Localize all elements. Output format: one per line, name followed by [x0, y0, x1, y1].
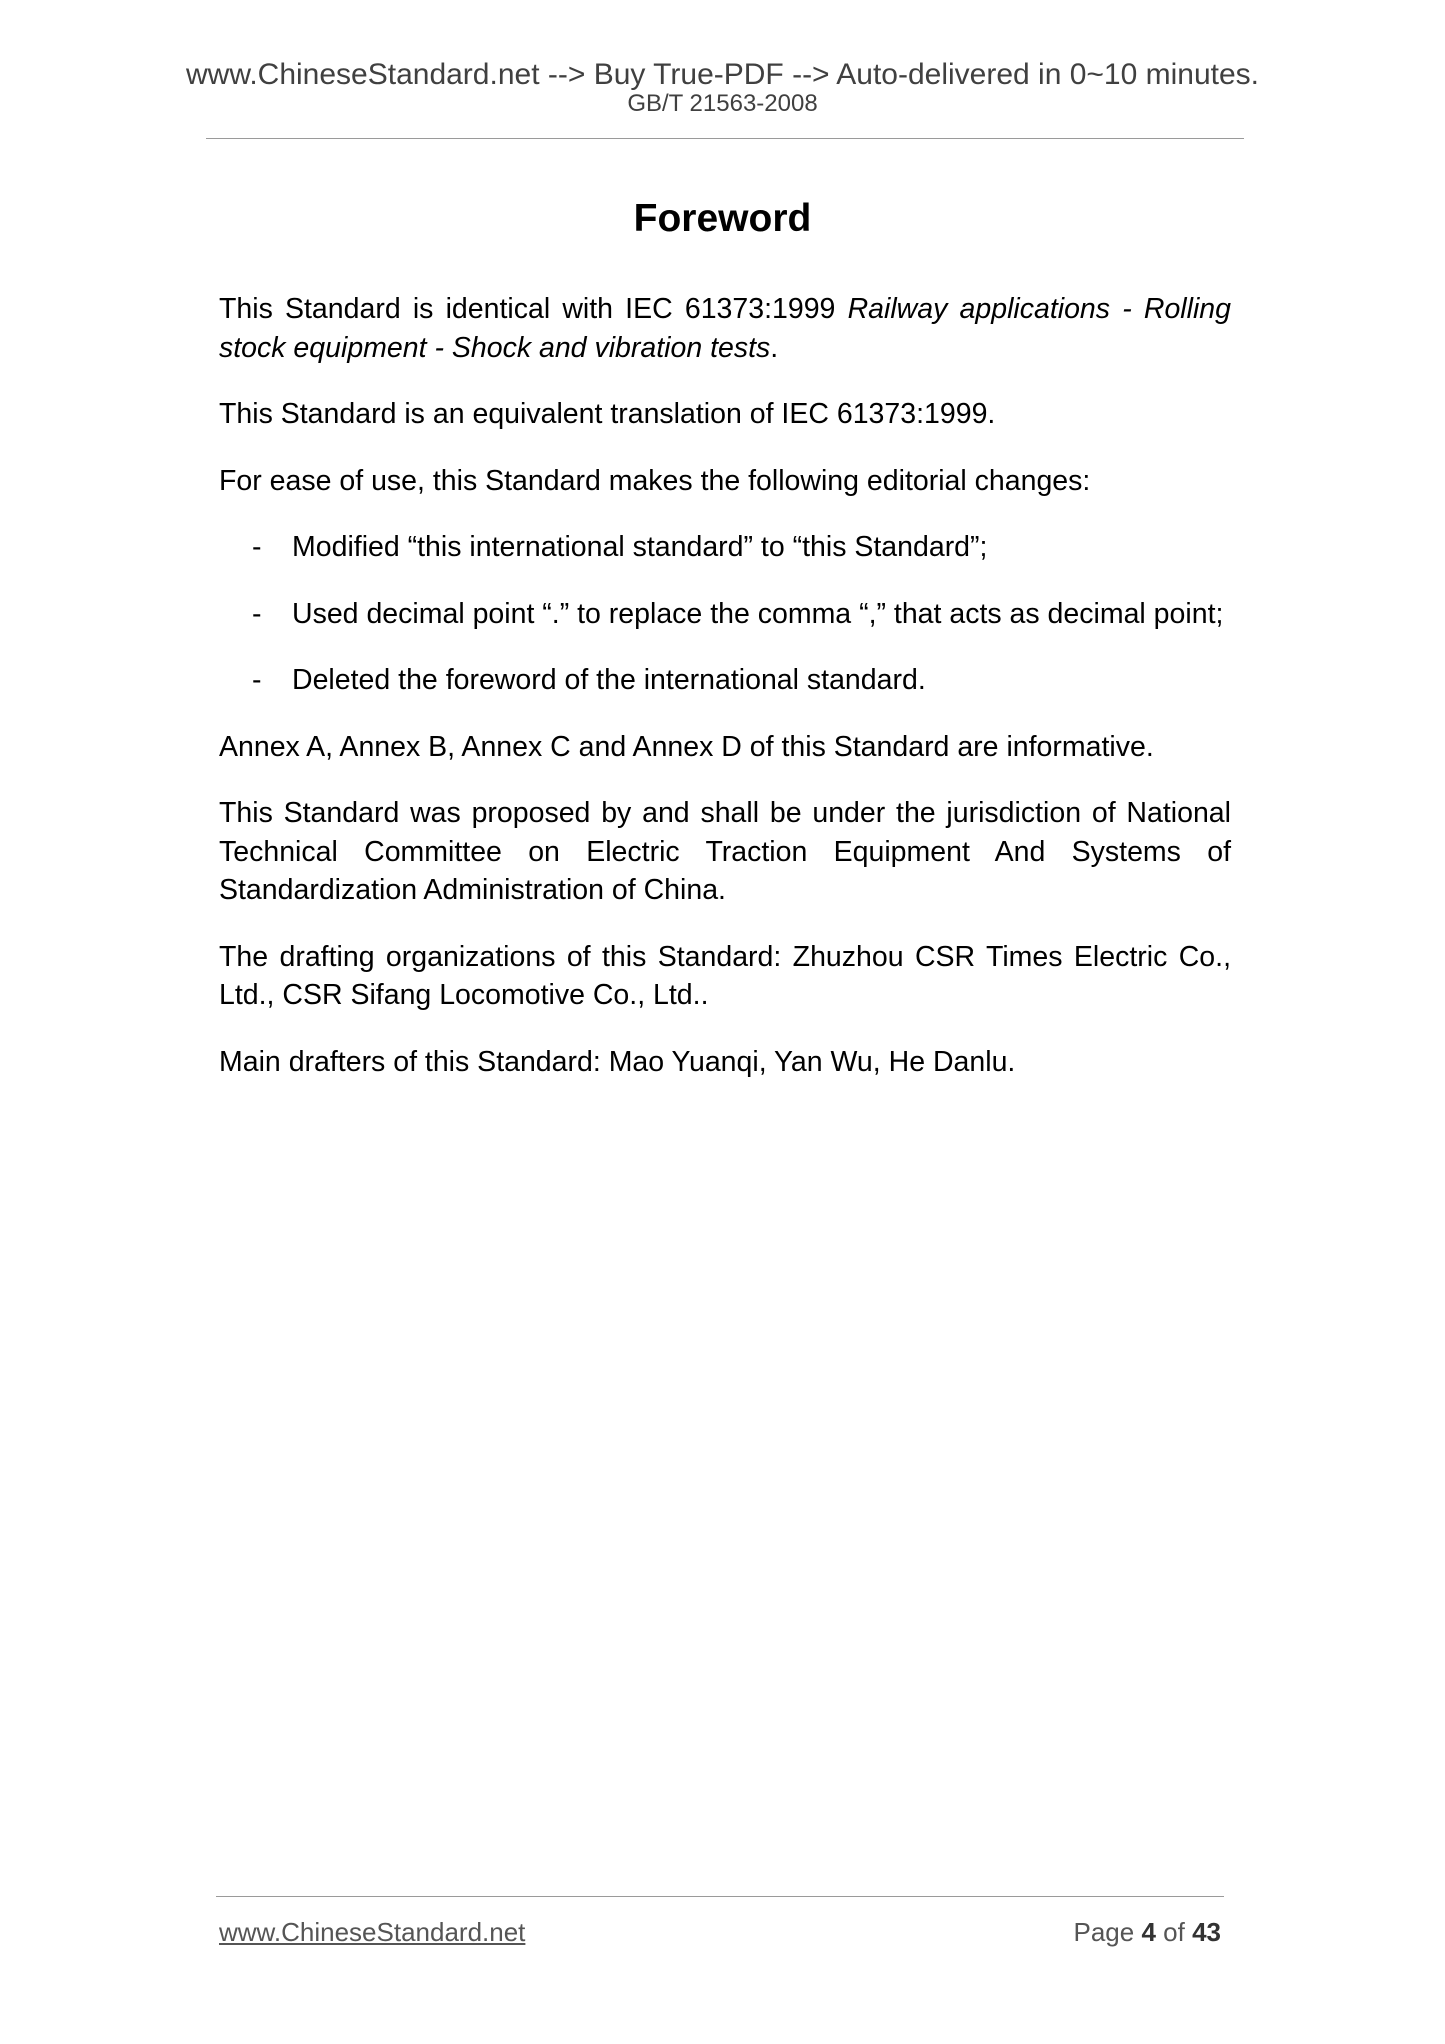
bullet-dash: - [252, 664, 262, 696]
list-item [219, 595, 1231, 634]
paragraph-main-drafters: Main drafters of this Standard: Mao Yuanqi, Yan Wu, He Danlu. [219, 1045, 1016, 1078]
list-item-text: Deleted the foreword of the international standard. [292, 664, 926, 696]
paragraph-text: This Standard is identical with IEC 61373:1999 [219, 293, 848, 325]
page-current: 4 [1141, 1917, 1156, 1947]
bullet-dash: - [252, 597, 262, 630]
header-divider [206, 138, 1244, 139]
document-code: GB/T 21563-2008 [627, 90, 818, 117]
paragraph-identical-standard [219, 290, 1231, 367]
page-total: 43 [1192, 1917, 1221, 1947]
paragraph-equivalent-translation: This Standard is an equivalent translation of IEC 61373:1999. [219, 398, 996, 430]
paragraph-editorial-changes: For ease of use, this Standard makes the following editorial changes: [219, 464, 1091, 497]
header-banner: www.ChineseStandard.net --> Buy True-PDF --> Auto-delivered in 0~10 minutes. [185, 58, 1260, 91]
footer-site-link[interactable]: www.ChineseStandard.net [219, 1917, 526, 1947]
list-item-text: Modified “this international standard” to “this Standard”; [292, 531, 988, 563]
page-title: Foreword [633, 197, 812, 240]
list-item [219, 661, 1231, 700]
paragraph-text-end: . [770, 331, 779, 364]
paragraph-annexes: Annex A, Annex B, Annex C and Annex D of this Standard are informative. [219, 730, 1154, 763]
page-label: Page [1073, 1917, 1135, 1947]
footer-divider [216, 1896, 1224, 1897]
page-of: of [1163, 1917, 1185, 1947]
bullet-dash: - [252, 531, 262, 563]
list-item-text: Used decimal point “.” to replace the comma “,” that acts as decimal point; [292, 597, 1224, 630]
foreword-body [219, 290, 1231, 1109]
paragraph-jurisdiction: This Standard was proposed by and shall be under the jurisdiction of National Technical Committee on Electric Traction Equipment And Systems of Standardization Administration of China. [219, 797, 1231, 906]
standard-title-italic: Railway applications - Rolling stock equipment - Shock and vibration tests [219, 293, 1231, 364]
paragraph-drafting-organizations: The drafting organizations of this Standard: Zhuzhou CSR Times Electric Co., Ltd., CSR Sifang Locomotive Co., Ltd.. [219, 940, 1231, 1011]
list-item [219, 528, 1231, 567]
page-number [1073, 1916, 1221, 1948]
